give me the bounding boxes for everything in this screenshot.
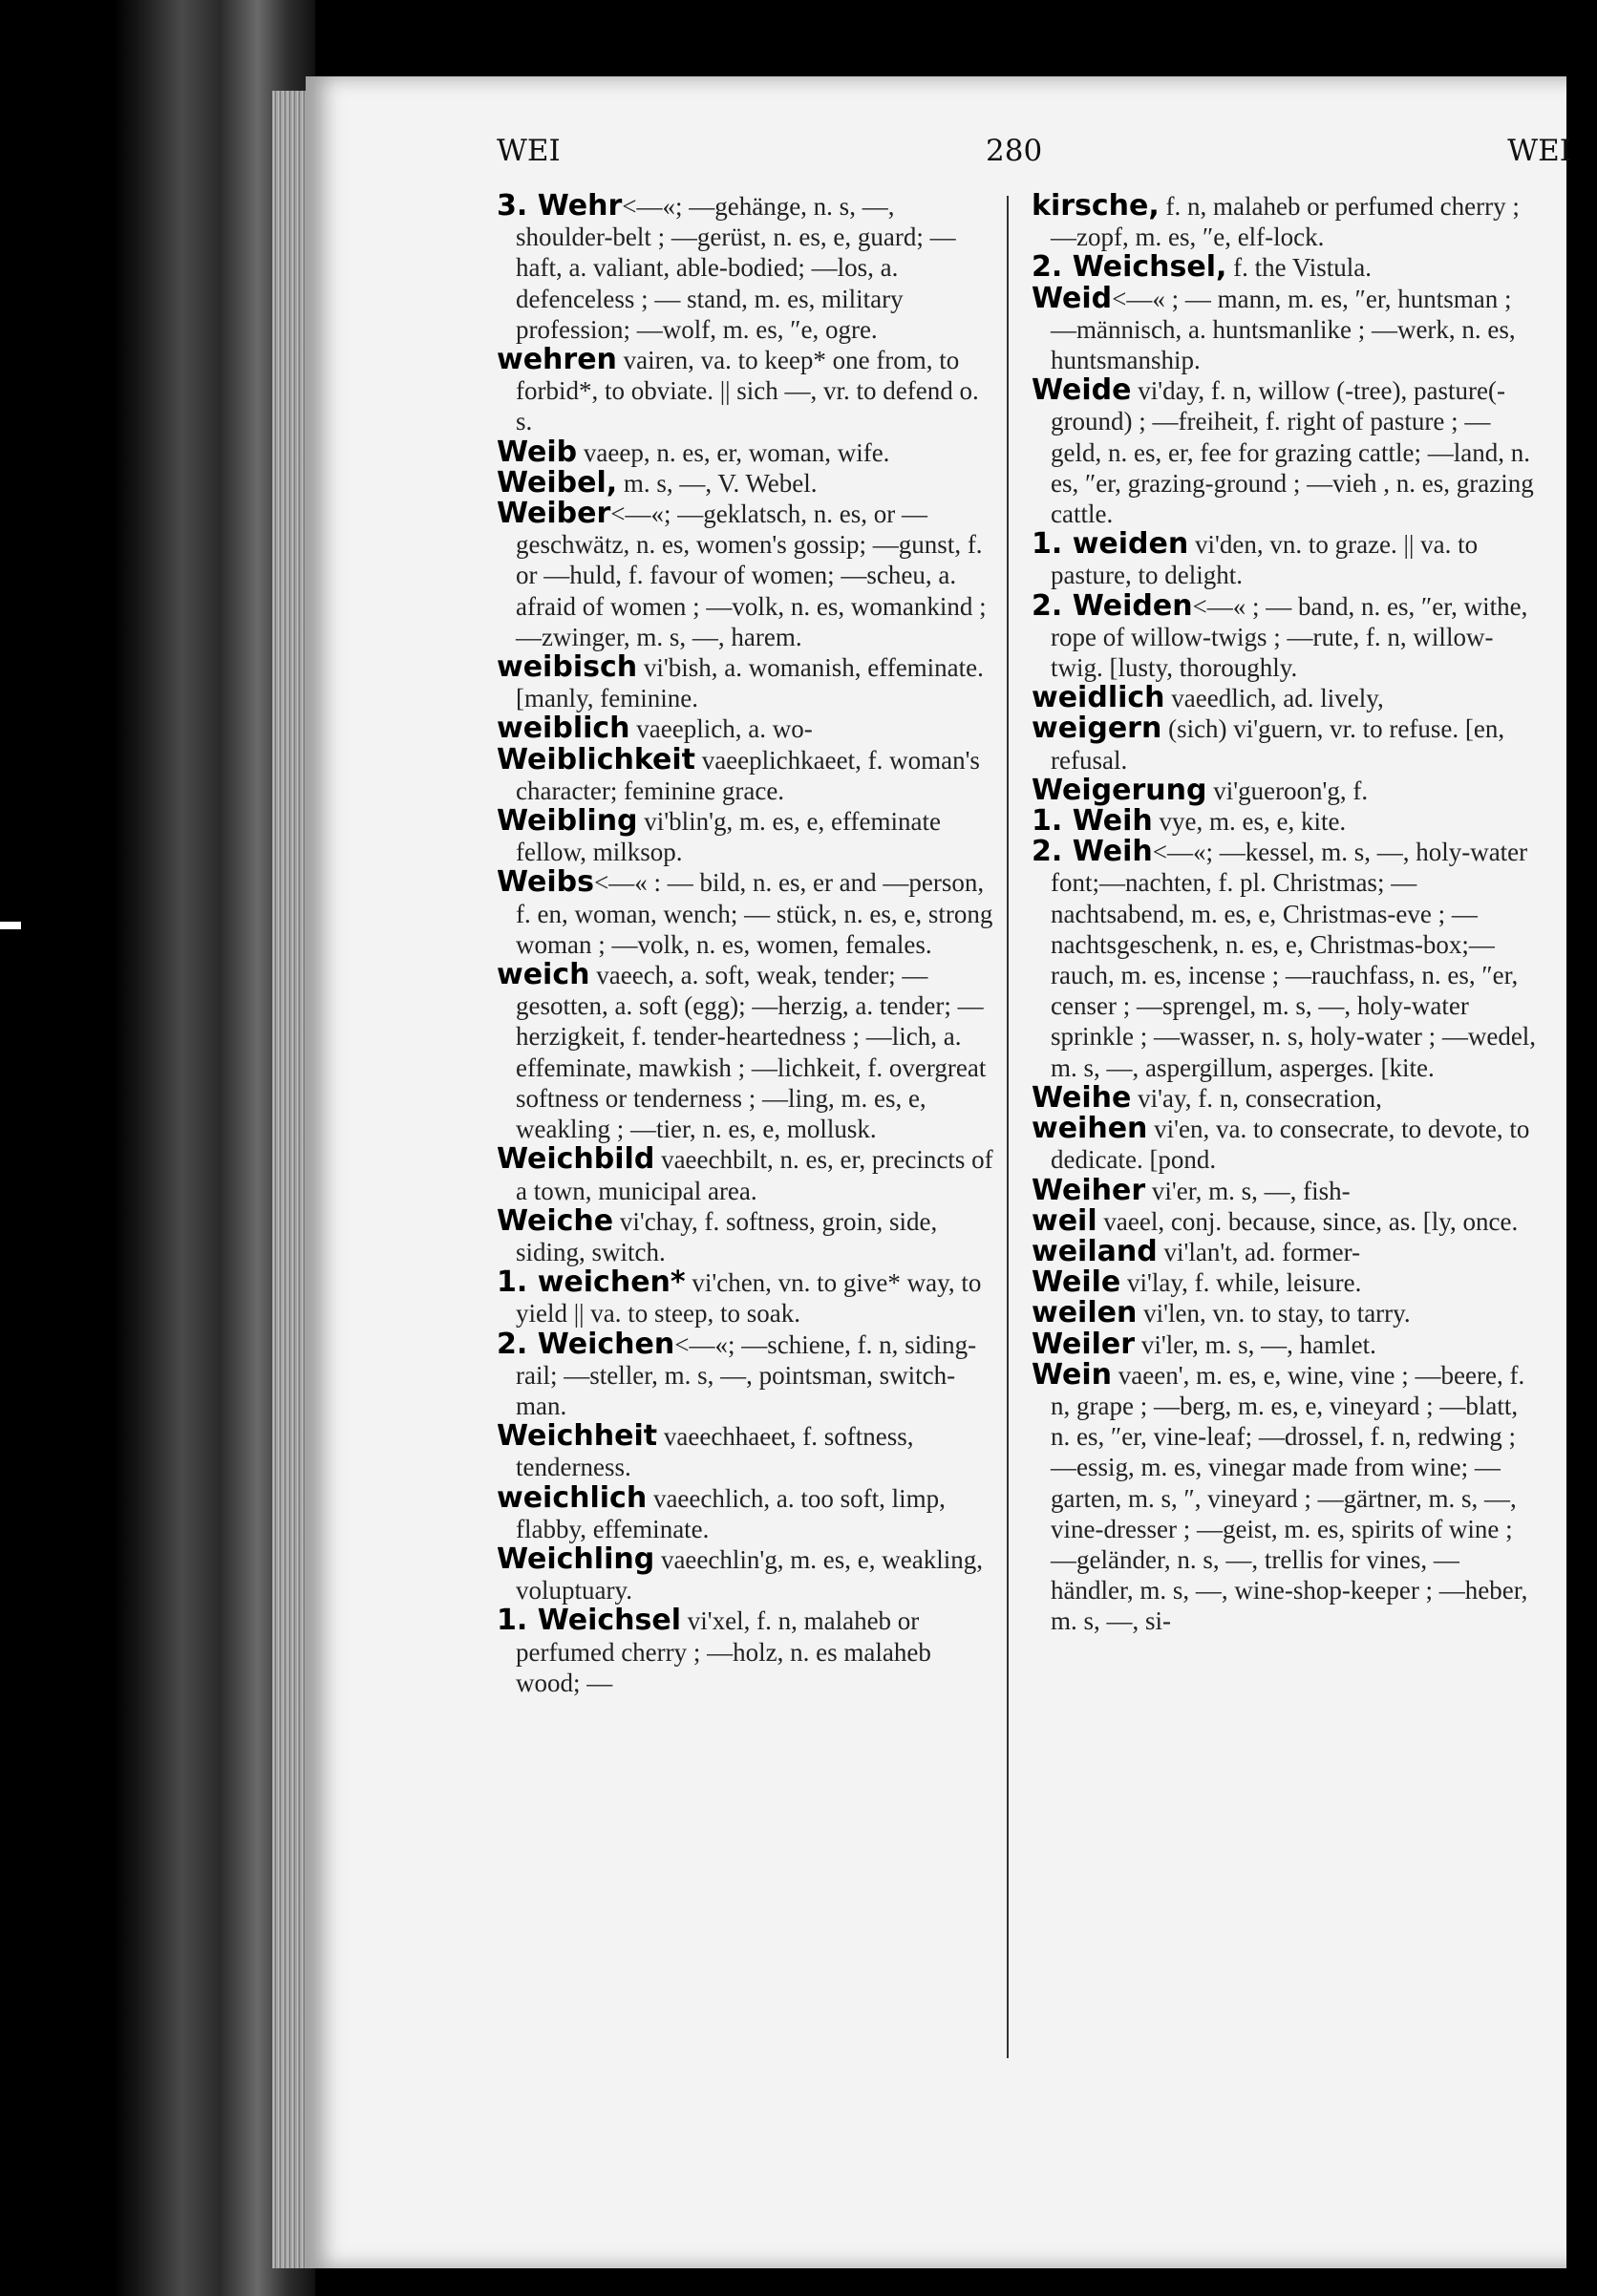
entry-headword: weilen — [1032, 1296, 1138, 1330]
dictionary-entry — [1032, 1080, 1538, 1115]
entry-definition: vaeech, a. soft, weak, tender; —gesotten, a. soft (egg); —herzig, a. tender; —herzigkeit, f. tender-heartedness ; —lich, a. effeminate, mawkish ; —lichkeit, f. overgreat softness or tenderness ; —ling, m. es, e, weakling ; —tier, n. es, e, mollusk. — [516, 961, 987, 1144]
entry-headword: weidlich — [1032, 681, 1165, 715]
entry-headword: weibisch — [497, 650, 638, 685]
dictionary-entry — [497, 806, 993, 867]
entry-headword: Weichheit — [497, 1419, 658, 1454]
entry-headword: Weigerung — [1032, 773, 1207, 807]
entry-definition: vi'lay, f. while, leisure. — [1120, 1268, 1362, 1298]
entry-headword: 3. Wehr — [497, 189, 623, 223]
dictionary-entry — [497, 652, 993, 713]
dictionary-entry — [497, 1267, 993, 1329]
book-spine — [0, 0, 315, 2296]
entry-headword: Weib — [497, 435, 578, 469]
entry-headword: weichlich — [497, 1480, 648, 1515]
entry-definition: vairen, va. to keep* one from, to forbid*, to obviate. || sich —, vr. to defend o. s. — [516, 346, 979, 436]
entry-definition: vaeechhaeet, f. softness, tenderness. — [516, 1422, 914, 1482]
dictionary-entry — [1032, 588, 1538, 684]
dictionary-entry — [1032, 1234, 1538, 1268]
dictionary-entry — [1032, 837, 1538, 1083]
entry-definition: vi'day, f. n, willow (-tree), pasture(-ground) ; —freiheit, f. right of pasture ; — geld, n. es, er, fee for grazing cattle; —land, n. es, ″er, grazing-ground ; —vieh , n. es, grazing cattle. — [1051, 376, 1534, 529]
entry-headword: weigern — [1032, 712, 1162, 746]
entry-headword: 1. weiden — [1032, 527, 1189, 562]
entry-headword: weil — [1032, 1203, 1097, 1238]
right-border — [1566, 57, 1597, 2296]
dictionary-entry — [497, 1203, 993, 1267]
entry-headword: Weiher — [1032, 1173, 1146, 1207]
entry-definition: <—« : — bild, n. es, er and —person, f. en, woman, wench; — stück, n. es, e, strong woman ; —volk, n. es, women, females. — [516, 868, 993, 959]
entry-definition: vaeeplichkaeet, f. woman's character; feminine grace. — [516, 745, 980, 805]
dictionary-entry — [497, 1541, 993, 1605]
entry-headword: Weichling — [497, 1541, 655, 1576]
entry-definition: <—«; —schiene, f. n, siding-rail; —steller, m. s, —, pointsman, switch-man. — [516, 1329, 977, 1420]
entry-headword: 2. Weih — [1032, 835, 1153, 869]
entry-headword: Weibs — [497, 865, 594, 900]
dictionary-entry — [497, 713, 993, 744]
entry-headword: Weibling — [497, 804, 638, 839]
dictionary-entry — [497, 191, 993, 345]
entry-definition: <—« ; — mann, m. es, ″er, huntsman ; —männisch, a. huntsmanlike ; —werk, n. es, huntsmanship. — [1051, 284, 1516, 375]
entry-definition: vaeep, n. es, er, woman, wife. — [577, 437, 890, 467]
dictionary-entry — [1032, 1114, 1538, 1175]
dictionary-entry — [1032, 806, 1538, 837]
dictionary-entry — [1032, 529, 1538, 590]
entry-headword: weich — [497, 958, 590, 992]
entry-definition: vi'er, m. s, —, fish- — [1145, 1176, 1351, 1205]
entry-definition: <—«; —kessel, m. s, —, holy-water font;—nachten, f. pl. Christmas; — nachtsabend, m. es, e, Christmas-eve ; —nachtsgeschenk, n. es, e, Christmas-box;—rauch, m. es, incense ; —rauchfass, n. es, ″er, censer ; —sprengel, m. s, —, holy-water sprinkle ; —wasser, n. s, holy-water ; —wedel, m. s, —, aspergillum, asperges. [kite. — [1051, 838, 1537, 1082]
notch-mark — [0, 922, 21, 929]
entry-definition: (sich) vi'guern, vr. to refuse. [en, refusal. — [1051, 714, 1505, 775]
dictionary-entry — [1032, 1267, 1538, 1298]
entry-definition: vi'bish, a. womanish, effeminate. [manly, feminine. — [516, 653, 984, 713]
entry-definition: vaeedlich, ad. lively, — [1164, 684, 1384, 713]
dictionary-entry — [497, 499, 993, 652]
dictionary-entry — [497, 1144, 993, 1205]
entry-definition: vi'gueroon'g, f. — [1206, 776, 1369, 805]
entry-headword: 1. weichen* — [497, 1265, 686, 1300]
dictionary-entry — [497, 345, 993, 437]
dictionary-entry — [1032, 773, 1538, 807]
entry-headword: kirsche, — [1032, 189, 1160, 223]
entry-headword: Weichbild — [497, 1142, 655, 1177]
right-column — [1032, 191, 1538, 1637]
entry-definition: f. the Vistula. — [1226, 253, 1373, 283]
dictionary-entry — [1032, 281, 1538, 376]
entry-definition: vi'den, vn. to graze. || va. to pasture, to delight. — [1051, 530, 1479, 590]
entry-definition: vi'chen, vn. to give* way, to yield || va. to steep, to soak. — [516, 1268, 982, 1329]
dictionary-entry — [497, 1480, 993, 1544]
dictionary-entry — [497, 960, 993, 1144]
dictionary-entry — [497, 465, 993, 500]
header-left-guide-word: WEI — [497, 134, 561, 168]
entry-definition: vaeen', m. es, e, wine, vine ; —beere, f. n, grape ; —berg, m. es, e, vineyard ; —blatt, n. es, ″er, vine-leaf; —drossel, f. n, redwing ; —essig, m. es, vinegar made from wine; —garten, m. s, ″, vineyard ; —gärtner, m. s, —, vine-dresser ; —geist, m. es, spirits of wine ; —geländer, n. s, —, trellis for vines, —händler, m. s, —, wine-shop-keeper ; —heber, m. s, —, si- — [1051, 1360, 1528, 1636]
dictionary-entry — [1032, 1298, 1538, 1329]
header-right-guide-word: WEI — [1507, 134, 1571, 168]
entry-headword: Weiber — [497, 497, 611, 531]
entry-definition: vaeechbilt, n. es, er, precincts of a town, municipal area. — [516, 1145, 993, 1205]
entry-headword: Weibel, — [497, 465, 618, 500]
dictionary-entry — [497, 867, 993, 960]
entry-headword: Weile — [1032, 1265, 1121, 1300]
dictionary-entry — [1032, 1203, 1538, 1238]
dictionary-entry — [497, 1329, 993, 1422]
dictionary-entry — [497, 1421, 993, 1482]
running-header — [497, 134, 1571, 172]
entry-definition: <—«; —geklatsch, n. es, or —geschwätz, n. es, women's gossip; —gunst, f. or —huld, f. favour of women; —scheu, a. afraid of women ; —volk, n. es, womankind ; —zwinger, m. s, —, harem. — [516, 500, 987, 651]
entry-definition: vaeechlich, a. too soft, limp, flabby, effeminate. — [516, 1483, 946, 1543]
dictionary-entry — [1032, 191, 1538, 252]
entry-headword: Wein — [1032, 1357, 1113, 1392]
column-divider — [1007, 196, 1009, 2058]
entry-headword: 2. Weichen — [497, 1327, 675, 1361]
dictionary-entry — [1032, 1357, 1538, 1637]
dictionary-entry — [497, 437, 993, 468]
entry-headword: wehren — [497, 343, 617, 377]
entry-definition: vi'xel, f. n, malaheb or perfumed cherry ; —holz, n. es malaheb wood; — — [516, 1606, 931, 1697]
entry-definition: <—« ; — band, n. es, ″er, withe, rope of willow-twigs ; —rute, f. n, willow-twig. [lusty, thoroughly. — [1051, 591, 1528, 683]
entry-headword: weihen — [1032, 1112, 1148, 1146]
entry-headword: Weiler — [1032, 1327, 1136, 1361]
entry-definition: m. s, —, V. Webel. — [617, 468, 818, 498]
dictionary-entry — [1032, 683, 1538, 713]
entry-definition: <—«; —gehänge, n. s, —, shoulder-belt ; —gerüst, n. es, e, guard; —haft, a. valiant, able-bodied; —los, a. defenceless ; — stand, m. es, military profession; —wolf, m. es, ″e, ogre. — [516, 192, 956, 344]
entry-definition: vaeechlin'g, m. es, e, weakling, voluptuary. — [516, 1544, 983, 1605]
entry-headword: Weihe — [1032, 1080, 1132, 1115]
entry-definition: vi'lan't, ad. former- — [1157, 1237, 1361, 1266]
entry-definition: vi'ay, f. n, consecration, — [1131, 1083, 1382, 1113]
entry-headword: Weiche — [497, 1203, 614, 1238]
dictionary-entry — [1032, 713, 1538, 775]
entry-headword: Weid — [1032, 281, 1113, 315]
dictionary-entry — [1032, 252, 1538, 283]
entry-headword: weiblich — [497, 712, 630, 746]
entry-headword: 1. Weichsel — [497, 1604, 681, 1638]
entry-definition: vaeel, conj. because, since, as. [ly, once. — [1097, 1206, 1519, 1236]
entry-headword: Weiblichkeit — [497, 742, 695, 776]
entry-definition: vi'ler, m. s, —, hamlet. — [1135, 1329, 1376, 1359]
entry-definition: vi'blin'g, m. es, e, effeminate fellow, milksop. — [516, 807, 941, 867]
dictionary-entry — [497, 742, 993, 806]
page-edges — [272, 91, 310, 2268]
left-column — [497, 191, 993, 1698]
dictionary-entry — [1032, 1173, 1538, 1207]
entry-definition: vi'len, vn. to stay, to tarry. — [1137, 1299, 1411, 1329]
entry-definition: vye, m. es, e, kite. — [1152, 807, 1347, 837]
dictionary-entry — [497, 1605, 993, 1698]
entry-definition: vi'en, va. to consecrate, to devote, to dedicate. [pond. — [1051, 1115, 1530, 1175]
entry-headword: weiland — [1032, 1234, 1158, 1268]
page-number: 280 — [986, 134, 1043, 168]
entry-definition: vi'chay, f. softness, groin, side, siding, switch. — [516, 1206, 938, 1266]
dictionary-entry — [1032, 375, 1538, 529]
entry-definition: vaeeplich, a. wo- — [629, 714, 813, 744]
entry-headword: 2. Weichsel, — [1032, 250, 1227, 285]
entry-headword: 2. Weiden — [1032, 588, 1193, 623]
entry-definition: f. n, malaheb or perfumed cherry ; —zopf, m. es, ″e, elf-lock. — [1051, 192, 1520, 252]
entry-headword: Weide — [1032, 373, 1132, 408]
entry-headword: 1. Weih — [1032, 804, 1153, 839]
dictionary-entry — [1032, 1329, 1538, 1360]
